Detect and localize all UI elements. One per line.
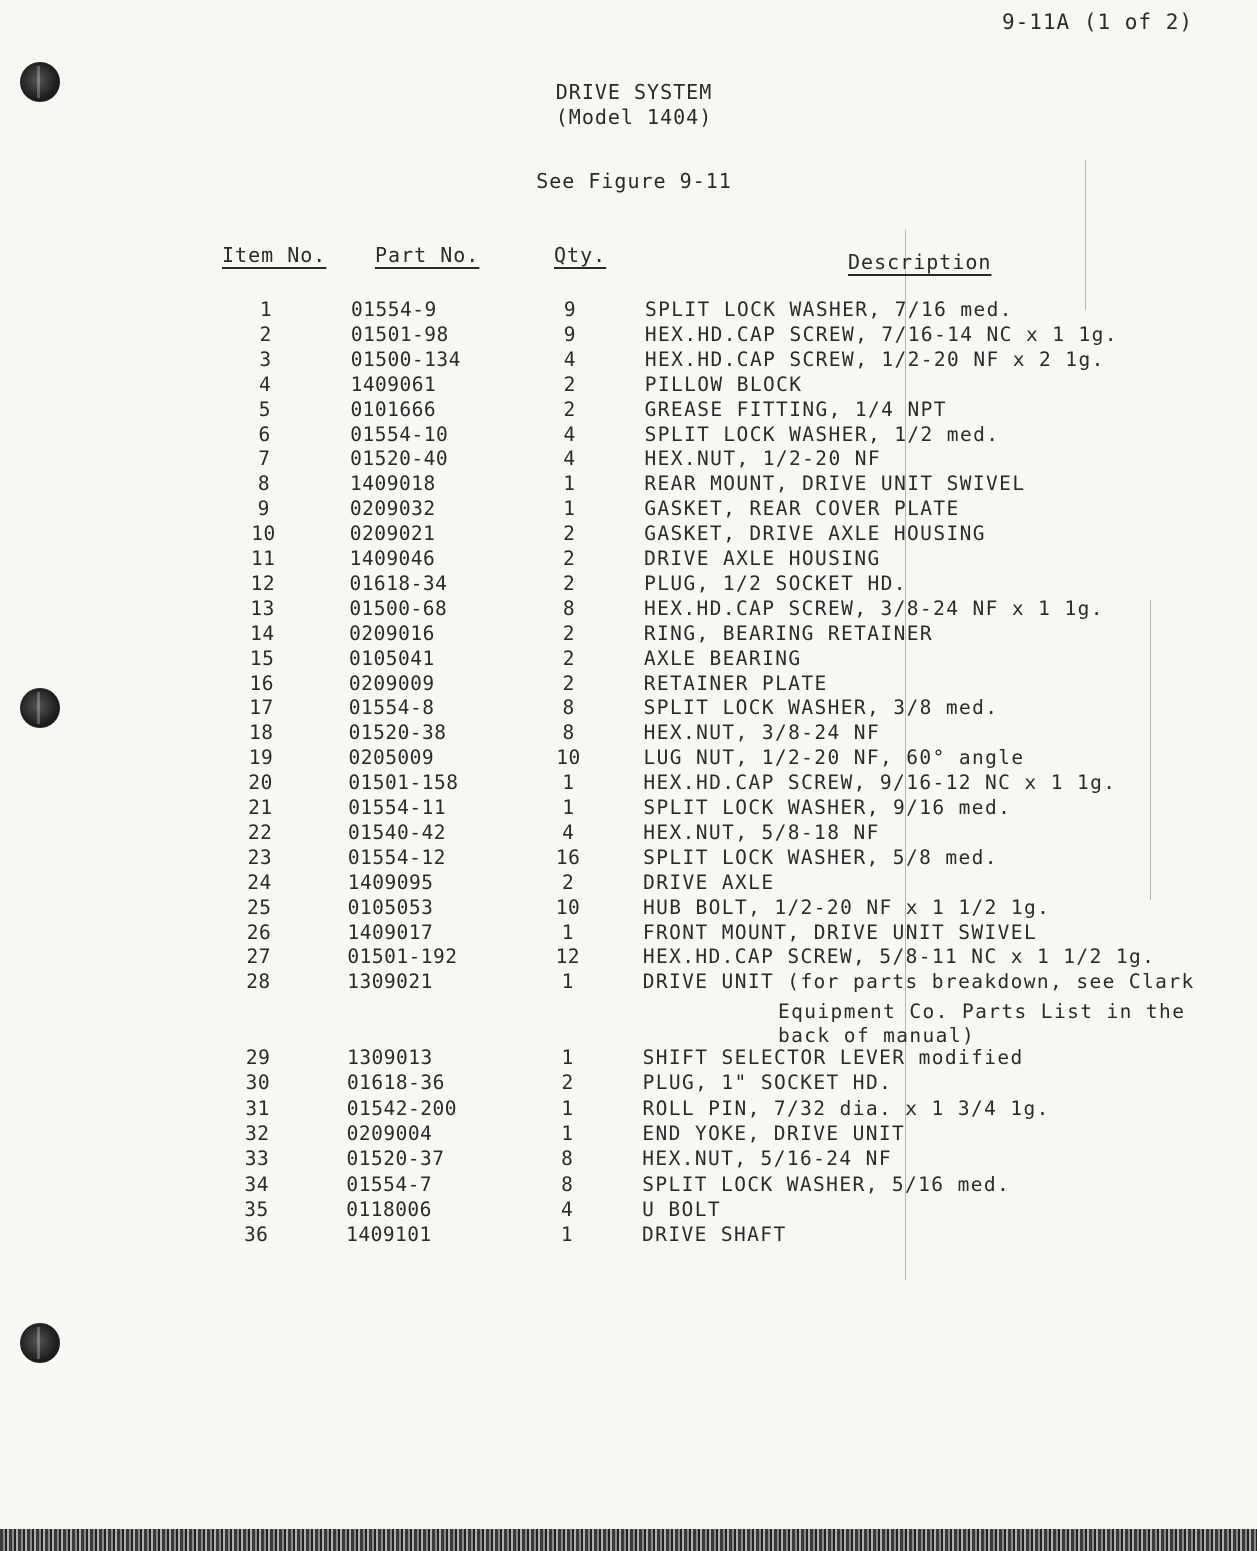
part-no: 01554-12	[347, 845, 446, 869]
qty: 2	[563, 522, 576, 546]
scan-edge-bar	[0, 1529, 1257, 1551]
table-row	[0, 1122, 1257, 1147]
qty: 10	[556, 746, 581, 770]
table-row	[0, 572, 1257, 597]
table-row	[0, 1071, 1257, 1096]
part-no: 01554-7	[346, 1172, 433, 1196]
part-no: 0101666	[350, 397, 437, 421]
description: REAR MOUNT, DRIVE UNIT SWIVEL	[644, 472, 1026, 496]
qty: 1	[561, 1121, 574, 1145]
item-no: 8	[257, 472, 271, 496]
part-no: 1409046	[349, 547, 436, 570]
table-row	[0, 547, 1257, 572]
part-no: 01500-68	[349, 596, 448, 620]
table-row	[0, 945, 1257, 970]
table-row	[0, 447, 1257, 472]
description: HUB BOLT, 1/2-20 NF x 1 1/2 1g.	[642, 895, 1051, 919]
qty: 16	[555, 845, 581, 869]
item-no: 23	[247, 845, 273, 869]
part-no: 01554-8	[348, 696, 435, 720]
description: PLUG, 1" SOCKET HD.	[642, 1071, 893, 1095]
description: HEX.HD.CAP SCREW, 1/2-20 NF x 2 1g.	[644, 347, 1105, 371]
description: HEX.NUT, 5/16-24 NF	[642, 1147, 892, 1171]
table-row	[0, 1198, 1257, 1223]
qty: 8	[562, 596, 576, 620]
item-no: 17	[249, 696, 274, 720]
page-title: DRIVE SYSTEM	[555, 80, 713, 104]
part-no: 0209009	[348, 671, 435, 695]
table-row	[0, 771, 1257, 796]
table-row	[0, 647, 1257, 672]
table-row	[0, 721, 1257, 746]
part-no: 1409017	[347, 920, 434, 944]
item-no: 28	[246, 970, 271, 994]
qty: 2	[562, 671, 575, 695]
description: PILLOW BLOCK	[644, 372, 803, 396]
part-no: 0209021	[349, 522, 436, 546]
part-no: 1409018	[350, 472, 436, 496]
table-row	[0, 348, 1257, 373]
description: HEX.HD.CAP SCREW, 9/16-12 NC x 1 1g.	[643, 771, 1117, 795]
item-no: 14	[250, 621, 275, 645]
qty: 1	[561, 1096, 574, 1120]
part-no: 01520-38	[348, 721, 447, 745]
row-28-continuation-1: Equipment Co. Parts List in the	[778, 1000, 1186, 1023]
item-no: 11	[250, 547, 276, 570]
table-row	[0, 871, 1257, 896]
header-qty: Qty.	[554, 243, 607, 267]
page-reference: 9-11A (1 of 2)	[1001, 10, 1193, 34]
item-no: 21	[248, 796, 273, 819]
page-subtitle: (Model 1404)	[555, 105, 713, 129]
qty: 8	[561, 1172, 574, 1196]
item-no: 32	[245, 1121, 270, 1145]
qty: 8	[562, 696, 575, 720]
item-no: 19	[248, 746, 274, 770]
part-no: 01540-42	[348, 820, 446, 844]
part-no: 1409101	[346, 1223, 432, 1247]
table-row	[0, 622, 1257, 647]
qty: 1	[561, 1046, 574, 1069]
item-no: 16	[249, 671, 275, 695]
header-item-no: Item No.	[222, 243, 327, 267]
part-no: 01554-11	[348, 796, 447, 819]
part-no: 01554-9	[351, 298, 437, 321]
description: GREASE FITTING, 1/4 NPT	[644, 397, 947, 421]
table-row	[0, 472, 1257, 497]
header-part-no: Part No.	[375, 243, 480, 267]
part-no: 01618-36	[346, 1071, 445, 1095]
item-no: 26	[246, 920, 272, 944]
qty: 1	[561, 920, 575, 944]
item-no: 36	[243, 1223, 269, 1247]
qty: 2	[561, 1071, 574, 1095]
qty: 2	[563, 547, 576, 570]
description: SHIFT SELECTOR LEVER modified	[642, 1046, 1024, 1069]
part-no: 01542-200	[346, 1096, 457, 1120]
description: GASKET, DRIVE AXLE HOUSING	[644, 522, 986, 546]
row-28-continuation-2: back of manual)	[778, 1024, 976, 1047]
qty: 2	[563, 372, 576, 396]
table-row	[0, 896, 1257, 921]
qty: 1	[563, 472, 576, 496]
item-no: 22	[247, 820, 273, 844]
qty: 4	[563, 347, 576, 371]
item-no: 9	[257, 497, 270, 521]
item-no: 15	[249, 646, 275, 670]
qty: 4	[563, 422, 576, 446]
description: HEX.NUT, 5/8-18 NF	[643, 820, 880, 844]
table-row	[0, 298, 1257, 323]
punch-hole-bottom	[20, 1323, 60, 1363]
qty: 4	[563, 447, 576, 471]
qty: 1	[562, 796, 575, 819]
qty: 4	[561, 1197, 574, 1221]
description: LUG NUT, 1/2-20 NF, 60° angle	[643, 746, 1025, 770]
description: FRONT MOUNT, DRIVE UNIT SWIVEL	[642, 920, 1038, 944]
description: RING, BEARING RETAINER	[643, 621, 933, 645]
item-no: 25	[247, 895, 272, 919]
part-no: 0118006	[346, 1197, 432, 1221]
item-no: 6	[258, 422, 271, 446]
table-row	[0, 921, 1257, 946]
description: SPLIT LOCK WASHER, 5/16 med.	[642, 1172, 1011, 1196]
qty: 2	[562, 571, 576, 595]
item-no: 29	[245, 1046, 271, 1069]
description: DRIVE SHAFT	[642, 1223, 787, 1247]
qty: 2	[562, 646, 575, 670]
item-no: 7	[258, 447, 271, 471]
figure-reference: See Figure 9-11	[536, 169, 732, 193]
qty: 1	[562, 771, 575, 795]
description: U BOLT	[642, 1197, 721, 1221]
qty: 1	[560, 1223, 574, 1247]
item-no: 3	[259, 347, 272, 371]
part-no: 1309013	[347, 1046, 433, 1069]
description: SPLIT LOCK WASHER, 7/16 med.	[645, 298, 1013, 321]
part-no: 0205009	[348, 746, 435, 770]
item-no: 20	[248, 771, 273, 795]
qty: 2	[561, 870, 575, 894]
part-no: 0105053	[347, 895, 434, 919]
description: SPLIT LOCK WASHER, 5/8 med.	[643, 845, 998, 869]
item-no: 35	[244, 1197, 269, 1221]
part-no: 1409095	[347, 870, 434, 894]
part-no: 01500-134	[350, 347, 461, 371]
table-row	[0, 373, 1257, 398]
part-no: 01618-34	[349, 571, 448, 595]
description: RETAINER PLATE	[643, 671, 828, 695]
description: SPLIT LOCK WASHER, 3/8 med.	[643, 696, 999, 720]
table-row	[0, 398, 1257, 423]
table-row	[0, 597, 1257, 622]
qty: 2	[563, 397, 576, 421]
item-no: 33	[244, 1147, 270, 1171]
qty: 4	[562, 820, 575, 844]
table-row	[0, 696, 1257, 721]
part-no: 0209016	[349, 621, 435, 645]
table-row	[0, 1223, 1257, 1248]
description: HEX.NUT, 3/8-24 NF	[643, 721, 881, 745]
item-no: 2	[259, 322, 272, 346]
part-no: 01501-98	[350, 322, 449, 346]
table-row	[0, 1097, 1257, 1122]
description: DRIVE UNIT (for parts breakdown, see Clark	[642, 970, 1195, 994]
qty: 9	[563, 298, 577, 321]
part-no: 1409061	[350, 372, 437, 396]
description: DRIVE AXLE	[643, 870, 775, 894]
table-row	[0, 821, 1257, 846]
part-no: 01554-10	[350, 422, 449, 446]
qty: 10	[555, 895, 581, 919]
qty: 8	[562, 721, 575, 745]
item-no: 34	[244, 1172, 269, 1196]
item-no: 31	[245, 1096, 270, 1120]
item-no: 1	[259, 298, 273, 321]
description: AXLE BEARING	[643, 646, 802, 670]
part-no: 0209004	[346, 1121, 433, 1145]
item-no: 24	[247, 870, 272, 894]
description: DRIVE AXLE HOUSING	[644, 547, 881, 570]
qty: 12	[555, 945, 581, 969]
part-no: 01520-37	[346, 1147, 445, 1171]
part-no: 0209032	[349, 497, 436, 521]
description: HEX.HD.CAP SCREW, 7/16-14 NC x 1 1g.	[644, 322, 1118, 346]
item-no: 18	[248, 721, 274, 745]
table-row	[0, 522, 1257, 547]
description: SPLIT LOCK WASHER, 9/16 med.	[643, 796, 1012, 819]
table-row	[0, 746, 1257, 771]
description: PLUG, 1/2 SOCKET HD.	[644, 571, 907, 595]
part-no: 01501-192	[347, 945, 458, 969]
table-row	[0, 1046, 1257, 1071]
table-row	[0, 423, 1257, 448]
item-no: 30	[245, 1071, 271, 1095]
description: HEX.NUT, 1/2-20 NF	[644, 447, 882, 471]
table-row	[0, 796, 1257, 821]
description: ROLL PIN, 7/32 dia. x 1 3/4 1g.	[642, 1096, 1050, 1120]
qty: 9	[563, 322, 577, 346]
item-no: 27	[246, 945, 271, 969]
table-row	[0, 1173, 1257, 1198]
part-no: 01501-158	[348, 771, 459, 795]
qty: 8	[561, 1147, 574, 1171]
part-no: 0105041	[349, 646, 435, 670]
qty: 2	[562, 621, 576, 645]
table-row	[0, 970, 1257, 995]
description: GASKET, REAR COVER PLATE	[644, 497, 960, 521]
description: END YOKE, DRIVE UNIT	[642, 1121, 906, 1145]
table-row	[0, 846, 1257, 871]
description: HEX.HD.CAP SCREW, 3/8-24 NF x 1 1g.	[643, 596, 1104, 620]
table-row	[0, 497, 1257, 522]
part-no: 1309021	[347, 970, 433, 994]
item-no: 4	[259, 372, 272, 396]
description: HEX.HD.CAP SCREW, 5/8-11 NC x 1 1/2 1g.	[642, 945, 1156, 969]
qty: 1	[563, 497, 576, 521]
qty: 1	[561, 970, 574, 994]
table-row	[0, 323, 1257, 348]
header-description: Description	[848, 250, 992, 274]
part-no: 01520-40	[350, 447, 449, 471]
table-row	[0, 1147, 1257, 1172]
item-no: 5	[258, 397, 271, 421]
item-no: 13	[250, 596, 275, 620]
item-no: 12	[250, 571, 276, 595]
table-row	[0, 672, 1257, 697]
description: SPLIT LOCK WASHER, 1/2 med.	[644, 422, 1000, 446]
item-no: 10	[251, 522, 276, 546]
